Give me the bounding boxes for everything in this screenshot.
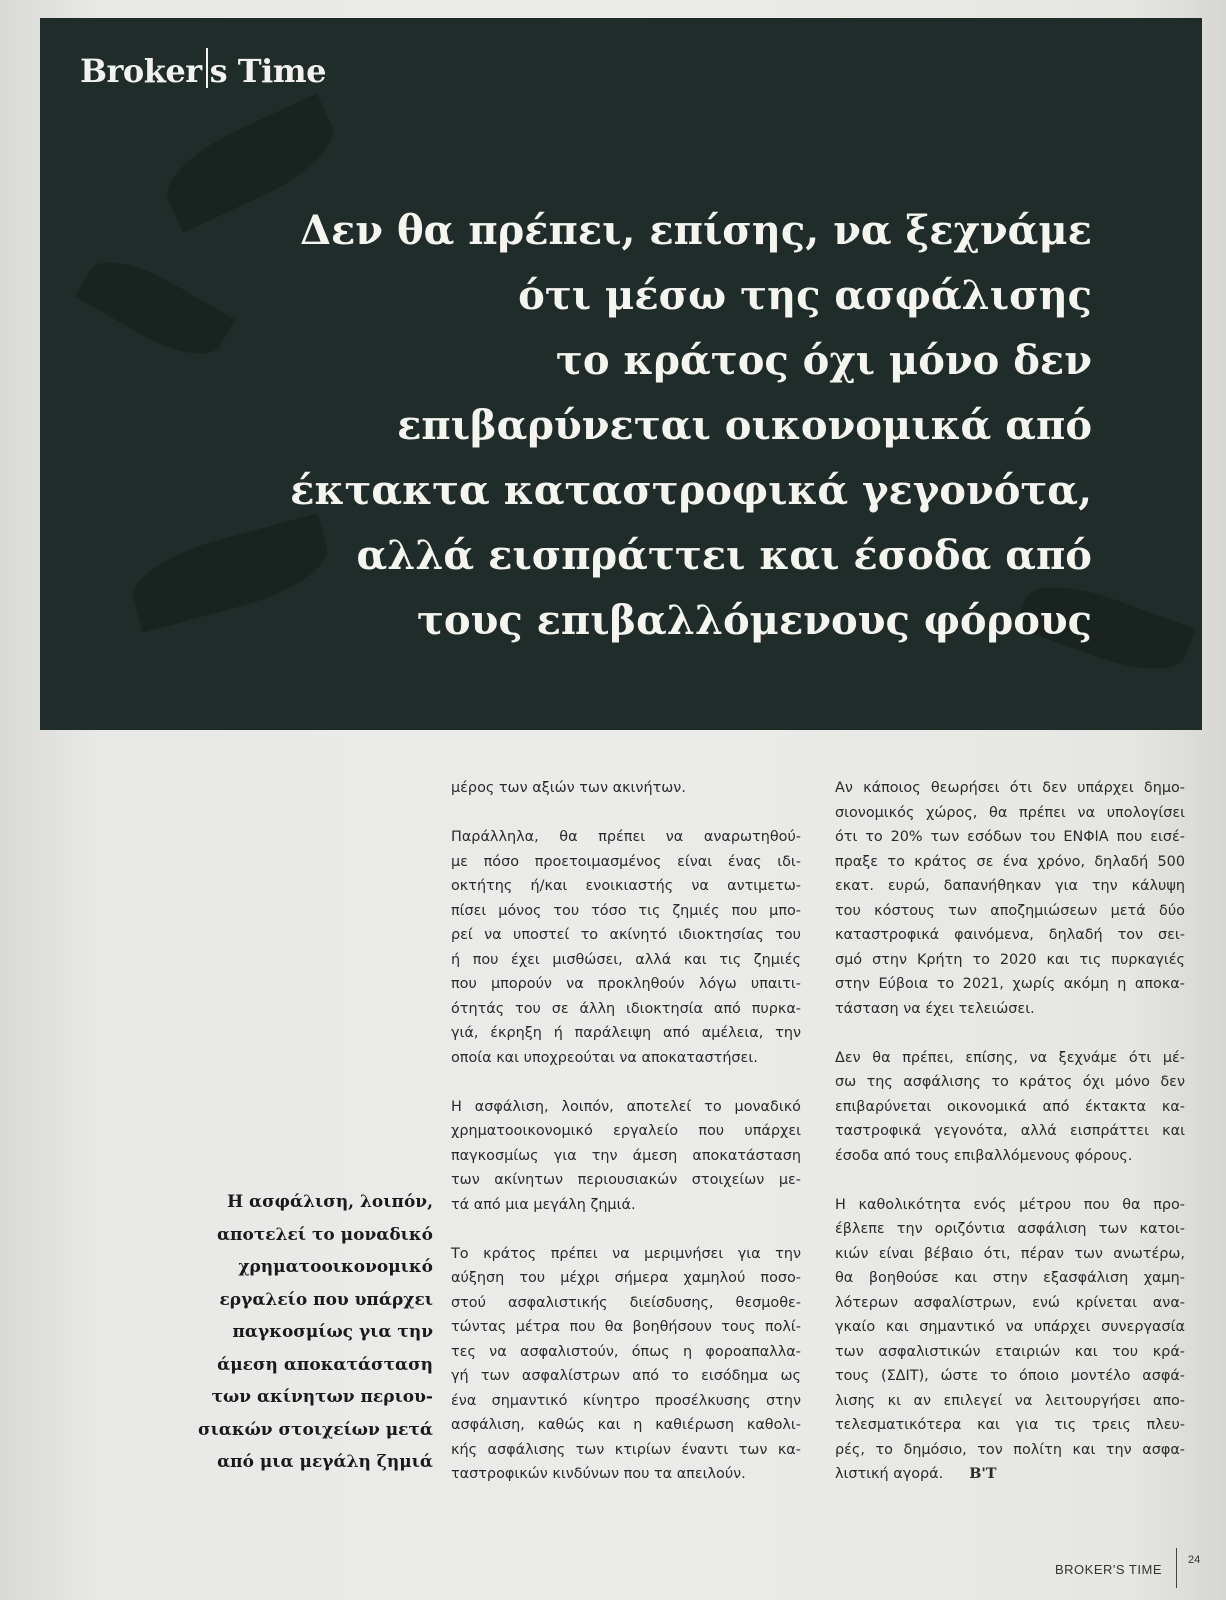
side-quote-line: σιακών στοιχείων μετά <box>198 1419 433 1440</box>
pull-quote-line: τους επιβαλλόμενους φόρους <box>416 597 1092 644</box>
paragraph <box>835 1193 1185 1487</box>
text-line: Η ασφάλιση, λοιπόν, αποτελεί το μοναδικό <box>451 1098 801 1115</box>
text-line: τελεσματικότερα και για τις τρεις πλευ- <box>835 1417 1185 1433</box>
side-quote-line: εργαλείο που υπάρχει <box>219 1289 433 1310</box>
text-line: έσοδα από τους επιβαλλόμενους φόρους. <box>835 1147 1133 1164</box>
text-line: οποία και υποχρεούται να αποκαταστήσει. <box>451 1049 758 1066</box>
text-line: στην Εύβοια το 2021, χωρίς ακόμη η αποκα- <box>835 976 1185 992</box>
brand-logo-part2: s Time <box>209 52 326 90</box>
side-quote-line: από μια μεγάλη ζημιά <box>217 1452 433 1472</box>
text-line: σιονομικός χώρος, θα πρέπει να υπολογίσει <box>835 804 1185 821</box>
pull-quote-line: επιβαρύνεται οικονομικά από <box>397 402 1092 449</box>
pull-quote <box>192 198 1092 653</box>
side-quote-line: παγκοσμίως για την <box>232 1322 433 1342</box>
signoff-mark: B'T <box>969 1465 997 1482</box>
pull-quote-line: ότι μέσω της ασφάλισης <box>518 272 1092 319</box>
side-quote-line: χρηματοοικονομικό <box>238 1257 433 1277</box>
text-line: οκτήτης ή/και ενοικιαστής να αντιμετω- <box>451 878 801 894</box>
text-line: του κόστους των αποζημιώσεων μετά δύο <box>835 902 1185 919</box>
text-line: τώντας μέτρα που θα βοηθήσουν τους πολί- <box>451 1319 801 1335</box>
text-line: ταστροφικών κινδύνων που τα απειλούν. <box>451 1466 746 1482</box>
text-line: που μπορούν να προκληθούν λόγω υπαιτι- <box>451 976 801 992</box>
text-line: Αν κάποιος θεωρήσει ότι δεν υπάρχει δημο- <box>835 780 1185 796</box>
paragraph <box>835 776 1185 1021</box>
text-line: γκαίο και σημαντικό να υπάρχει συνεργασία <box>835 1319 1185 1335</box>
text-line: ότι το 20% των εσόδων του ΕΝΦΙΑ που εισέ- <box>835 829 1185 845</box>
text-line: τά από μια μεγάλη ζημιά. <box>451 1196 636 1213</box>
side-quote-line: των ακίνητων περιου- <box>211 1387 433 1407</box>
paragraph <box>451 825 801 1070</box>
text-line: με πόσο προετοιμασμένος είναι ένας ιδι- <box>451 853 801 870</box>
text-line: γή των ασφαλίστρων από το εισόδημα ως <box>451 1368 801 1384</box>
text-line: των ακίνητων περιουσιακών στοιχείων με- <box>451 1172 801 1188</box>
text-line-last: λιστική αγορά. <box>835 1466 944 1482</box>
text-line: ένα σημαντικό κίνητρο προσέλκυσης στην <box>451 1392 801 1409</box>
text-line: ασφάλιση, καθώς και η καθιέρωση καθολι- <box>451 1417 801 1433</box>
brand-logo-divider <box>206 48 208 88</box>
side-quote-line: αποτελεί το μοναδικό <box>216 1224 433 1245</box>
text-line: ότητάς του σε άλλη ιδιοκτησία από πυρκα- <box>451 1000 801 1017</box>
text-line: κιών είναι βέβαιο ότι, πέραν των ανωτέρω, <box>835 1245 1185 1262</box>
brand-logo <box>80 48 326 90</box>
text-line: ή που έχει μισθώσει, αλλά και τις ζημιές <box>451 951 801 968</box>
text-line: των ασφαλιστικών εταιριών και του κρά- <box>835 1343 1185 1360</box>
side-pull-quote <box>178 1186 433 1479</box>
text-line: στού ασφαλιστικής διείσδυσης, θεσμοθε- <box>451 1294 801 1311</box>
text-line: εκατ. ευρώ, δαπανήθηκαν για την κάλυψη <box>835 878 1185 894</box>
text-line: έβλεπε την οριζόντια ασφάλιση των κατοι- <box>835 1221 1185 1237</box>
pull-quote-line: αλλά εισπράττει και έσοδα από <box>356 532 1092 579</box>
text-line: πραξε το κράτος σε ένα χρόνο, δηλαδή 500 <box>835 853 1185 870</box>
paragraph <box>451 1095 801 1218</box>
text-line: λότερων ασφαλίστρων, ενώ κρίνεται ανα- <box>835 1294 1185 1311</box>
pull-quote-line: έκτακτα καταστροφικά γεγονότα, <box>290 467 1092 514</box>
text-line: αύξηση του μέχρι σήμερα χαμηλού ποσο- <box>451 1270 801 1286</box>
text-line: τες να ασφαλιστούν, όπως η φοροαπαλλα- <box>451 1343 801 1360</box>
header-banner <box>40 18 1202 730</box>
text-line: σω της ασφάλισης το κράτος όχι μόνο δεν <box>835 1074 1185 1090</box>
text-line: κής ασφάλισης των κτιρίων έναντι των κα- <box>451 1441 801 1458</box>
text-line: ταστροφικά γεγονότα, αλλά εισπράττει και <box>835 1123 1185 1139</box>
text-line: παγκοσμίως για την άμεση αποκατάσταση <box>451 1147 801 1164</box>
text-line <box>835 1462 1185 1487</box>
text-line: ρές, το δημόσιο, τον πολίτη και την ασφα- <box>835 1441 1185 1458</box>
pull-quote-line: Δεν θα πρέπει, επίσης, να ξεχνάμε <box>299 207 1092 254</box>
page-number: 24 <box>1188 1554 1201 1566</box>
text-line: χρηματοοικονομικό εργαλείο που υπάρχει <box>451 1123 801 1139</box>
paragraph <box>835 1046 1185 1169</box>
text-line: λισης κι αν επιλεγεί να λειτουργήσει απο- <box>835 1392 1185 1409</box>
text-line: θα βοηθούσε και στην εξασφάλιση χαμη- <box>835 1270 1185 1286</box>
text-line: επιβαρύνεται οικονομικά από έκτακτα κα- <box>835 1098 1185 1115</box>
footer-brand: BROKER'S TIME <box>1055 1562 1162 1577</box>
side-quote-line: άμεση αποκατάσταση <box>217 1354 433 1375</box>
text-line: μέρος των αξιών των ακινήτων. <box>451 780 686 796</box>
side-quote-line: Η ασφάλιση, λοιπόν, <box>227 1192 433 1212</box>
pull-quote-line: το κράτος όχι μόνο δεν <box>555 337 1092 384</box>
text-line: σμό στην Κρήτη το 2020 και τις πυρκαγιές <box>835 951 1185 968</box>
text-line: τάσταση να έχει τελειώσει. <box>835 1000 1035 1017</box>
footer-divider <box>1176 1548 1177 1588</box>
text-line: πίσει μόνος του τόσο τις ζημιές που μπο- <box>451 902 801 919</box>
brand-logo-part1: Broker <box>80 52 202 90</box>
text-line: Παράλληλα, θα πρέπει να αναρωτηθού- <box>451 829 801 845</box>
text-line: Δεν θα πρέπει, επίσης, να ξεχνάμε ότι μέ- <box>835 1049 1185 1066</box>
text-line: Το κράτος πρέπει να μεριμνήσει για την <box>451 1245 801 1262</box>
text-line: Η καθολικότητα ενός μέτρου που θα προ- <box>835 1196 1185 1213</box>
text-line: ρεί να υποστεί το ακίνητό ιδιοκτησίας του <box>451 927 801 943</box>
text-line: γιά, έκρηξη ή παράλειψη από αμέλεια, την <box>451 1025 801 1041</box>
article-column-2 <box>835 776 1185 1511</box>
paragraph <box>451 776 801 801</box>
text-line: τους (ΣΔΙΤ), ώστε το όποιο μοντέλο ασφά- <box>835 1368 1185 1384</box>
paragraph <box>451 1242 801 1487</box>
text-line: καταστροφικά φαινόμενα, δηλαδή τον σει- <box>835 927 1185 943</box>
article-column-1 <box>451 776 801 1511</box>
